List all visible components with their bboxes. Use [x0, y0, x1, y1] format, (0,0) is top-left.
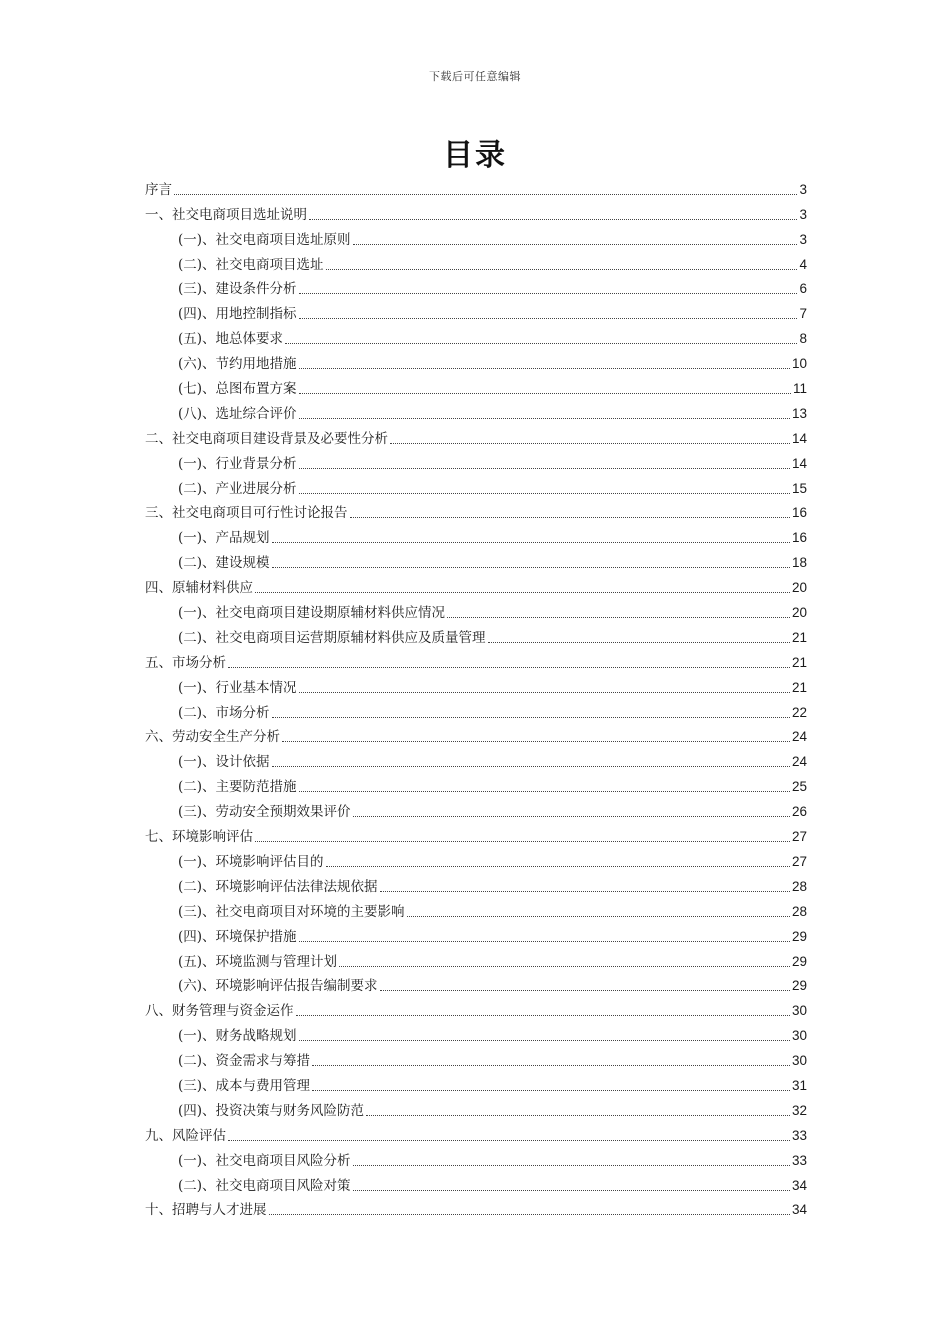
toc-page-number: 10	[791, 356, 807, 372]
toc-entry-label: 八、财务管理与资金运作	[145, 1003, 294, 1020]
toc-page-number: 21	[791, 679, 807, 695]
toc-entry-label: 六、劳动安全生产分析	[145, 729, 280, 746]
toc-dot-leader	[353, 816, 790, 817]
toc-page-number: 34	[791, 1177, 807, 1193]
toc-entry-label: (一)、社交电商项目风险分析	[178, 1152, 351, 1169]
toc-entry-label: 五、市场分析	[145, 654, 226, 671]
toc-entry-label: (五)、环境监测与管理计划	[178, 953, 338, 970]
toc-entry-label: 二、社交电商项目建设背景及必要性分析	[145, 430, 388, 447]
toc-dot-leader	[488, 642, 790, 643]
toc-dot-leader	[228, 1140, 790, 1141]
toc-section-entry[interactable]	[145, 249, 807, 274]
toc-section-entry[interactable]	[145, 971, 807, 996]
toc-section-entry[interactable]	[145, 771, 807, 796]
toc-dot-leader	[326, 866, 790, 867]
toc-dot-leader	[350, 517, 790, 518]
toc-page-number: 16	[791, 530, 807, 546]
toc-section-entry[interactable]	[145, 522, 807, 547]
toc-chapter-entry[interactable]	[145, 647, 807, 672]
toc-dot-leader	[299, 493, 790, 494]
toc-entry-label: (三)、成本与费用管理	[178, 1077, 311, 1094]
toc-dot-leader	[296, 1015, 790, 1016]
toc-dot-leader	[353, 244, 798, 245]
toc-page-number: 16	[791, 505, 807, 521]
toc-dot-leader	[366, 1115, 790, 1116]
toc-page-number: 34	[791, 1202, 807, 1218]
toc-page-number: 14	[791, 430, 807, 446]
page-title: 目录	[443, 138, 507, 173]
toc-page-number: 24	[791, 729, 807, 745]
toc-section-entry[interactable]	[145, 597, 807, 622]
toc-page-number: 33	[791, 1127, 807, 1143]
toc-entry-label: (四)、投资决策与财务风险防范	[178, 1102, 365, 1119]
toc-dot-leader	[255, 841, 790, 842]
toc-entry-label: 七、环境影响评估	[145, 829, 253, 846]
toc-section-entry[interactable]	[145, 921, 807, 946]
toc-page-number: 3	[799, 206, 807, 222]
toc-dot-leader	[299, 941, 790, 942]
toc-entry-label: 序言	[145, 181, 172, 198]
toc-dot-leader	[390, 443, 790, 444]
toc-section-entry[interactable]	[145, 1170, 807, 1195]
toc-entry-label: 一、社交电商项目选址说明	[145, 206, 307, 223]
toc-page-number: 21	[791, 629, 807, 645]
toc-entry-label: (二)、主要防范措施	[178, 779, 297, 796]
toc-entry-label: (八)、选址综合评价	[178, 405, 297, 422]
toc-dot-leader	[299, 393, 791, 394]
toc-page-number: 3	[799, 181, 807, 197]
toc-page-number: 3	[799, 231, 807, 247]
toc-section-entry[interactable]	[145, 547, 807, 572]
toc-entry-label: 十、招聘与人才进展	[145, 1202, 267, 1219]
toc-dot-leader	[174, 194, 797, 195]
toc-dot-leader	[269, 1214, 790, 1215]
toc-section-entry[interactable]	[145, 796, 807, 821]
toc-page-number: 30	[791, 1053, 807, 1069]
toc-entry-label: (二)、产业进展分析	[178, 480, 297, 497]
toc-section-entry[interactable]	[145, 871, 807, 896]
toc-dot-leader	[326, 269, 798, 270]
toc-page-number: 26	[791, 804, 807, 820]
toc-chapter-entry[interactable]	[145, 1120, 807, 1145]
toc-section-entry[interactable]	[145, 946, 807, 971]
toc-dot-leader	[312, 1090, 790, 1091]
toc-dot-leader	[339, 966, 790, 967]
toc-page-number: 20	[791, 605, 807, 621]
toc-chapter-entry[interactable]	[145, 572, 807, 597]
toc-entry-label: (四)、环境保护措施	[178, 928, 297, 945]
toc-dot-leader	[380, 990, 790, 991]
toc-section-entry[interactable]	[145, 1095, 807, 1120]
toc-page-number: 4	[799, 256, 807, 272]
toc-dot-leader	[255, 592, 790, 593]
toc-page-number: 32	[791, 1102, 807, 1118]
toc-section-entry[interactable]	[145, 298, 807, 323]
toc-entry-label: (一)、设计依据	[178, 754, 270, 771]
toc-page-number: 27	[791, 829, 807, 845]
toc-section-entry[interactable]	[145, 224, 807, 249]
toc-dot-leader	[309, 219, 797, 220]
toc-entry-label: (二)、市场分析	[178, 704, 270, 721]
toc-page-number: 21	[791, 654, 807, 670]
toc-entry-label: (一)、环境影响评估目的	[178, 853, 324, 870]
toc-dot-leader	[228, 667, 790, 668]
toc-dot-leader	[272, 717, 790, 718]
toc-section-entry[interactable]	[145, 274, 807, 299]
toc-entry-label: (三)、建设条件分析	[178, 281, 297, 298]
toc-page-number: 29	[791, 978, 807, 994]
toc-page-number: 25	[791, 779, 807, 795]
toc-chapter-entry[interactable]	[145, 821, 807, 846]
toc-entry-label: (六)、节约用地措施	[178, 356, 297, 373]
toc-section-entry[interactable]	[145, 846, 807, 871]
toc-section-entry[interactable]	[145, 746, 807, 771]
toc-dot-leader	[272, 542, 790, 543]
toc-page-number: 14	[791, 455, 807, 471]
toc-section-entry[interactable]	[145, 373, 807, 398]
toc-section-entry[interactable]	[145, 1070, 807, 1095]
toc-entry-label: (五)、地总体要求	[178, 331, 284, 348]
toc-entry-label: (一)、行业基本情况	[178, 679, 297, 696]
toc-page-number: 33	[791, 1152, 807, 1168]
toc-page-number: 24	[791, 754, 807, 770]
toc-dot-leader	[299, 293, 798, 294]
toc-page-number: 18	[791, 555, 807, 571]
toc-section-entry[interactable]	[145, 448, 807, 473]
toc-page-number: 31	[791, 1077, 807, 1093]
toc-entry-label: (三)、劳动安全预期效果评价	[178, 804, 351, 821]
toc-entry-label: 四、原辅材料供应	[145, 580, 253, 597]
toc-dot-leader	[312, 1065, 790, 1066]
toc-page-number: 27	[791, 853, 807, 869]
toc-section-entry[interactable]	[145, 896, 807, 921]
toc-chapter-entry[interactable]	[145, 199, 807, 224]
toc-section-entry[interactable]	[145, 1020, 807, 1045]
toc-dot-leader	[447, 617, 790, 618]
toc-section-entry[interactable]	[145, 697, 807, 722]
toc-chapter-entry[interactable]	[145, 423, 807, 448]
toc-dot-leader	[299, 468, 790, 469]
toc-page-number: 30	[791, 1003, 807, 1019]
toc-dot-leader	[299, 318, 798, 319]
toc-section-entry[interactable]	[145, 348, 807, 373]
toc-entry-label: (二)、资金需求与筹措	[178, 1053, 311, 1070]
toc-entry-label: (三)、社交电商项目对环境的主要影响	[178, 903, 405, 920]
toc-dot-leader	[299, 368, 790, 369]
toc-dot-leader	[353, 1165, 790, 1166]
toc-dot-leader	[272, 766, 790, 767]
toc-entry-label: (七)、总图布置方案	[178, 381, 297, 398]
toc-page-number: 13	[791, 405, 807, 421]
toc-section-entry[interactable]	[145, 1045, 807, 1070]
toc-dot-leader	[272, 567, 790, 568]
toc-dot-leader	[282, 741, 790, 742]
toc-entry-label: (一)、财务战略规划	[178, 1028, 297, 1045]
toc-chapter-entry[interactable]	[145, 1195, 807, 1220]
toc-page-number: 29	[791, 928, 807, 944]
toc-page-number: 29	[791, 953, 807, 969]
toc-entry-label: (四)、用地控制指标	[178, 306, 297, 323]
toc-dot-leader	[299, 692, 790, 693]
toc-entry-label: (一)、行业背景分析	[178, 455, 297, 472]
toc-chapter-entry[interactable]	[145, 498, 807, 523]
toc-section-entry[interactable]	[145, 1145, 807, 1170]
toc-page-number: 28	[791, 878, 807, 894]
toc-entry-label: (二)、环境影响评估法律法规依据	[178, 878, 378, 895]
toc-page-number: 6	[799, 281, 807, 297]
toc-section-entry[interactable]	[145, 473, 807, 498]
toc-entry-label: 三、社交电商项目可行性讨论报告	[145, 505, 348, 522]
toc-page-number: 8	[799, 331, 807, 347]
toc-dot-leader	[299, 418, 790, 419]
toc-dot-leader	[380, 891, 790, 892]
toc-dot-leader	[299, 791, 790, 792]
toc-entry-label: (二)、建设规模	[178, 555, 270, 572]
toc-chapter-entry[interactable]	[145, 174, 807, 199]
toc-page-number: 15	[791, 480, 807, 496]
toc-chapter-entry[interactable]	[145, 995, 807, 1020]
toc-dot-leader	[407, 916, 790, 917]
toc-dot-leader	[285, 343, 797, 344]
toc-page-number: 30	[791, 1028, 807, 1044]
toc-page-number: 22	[791, 704, 807, 720]
table-of-contents	[145, 174, 807, 1219]
toc-chapter-entry[interactable]	[145, 722, 807, 747]
toc-dot-leader	[353, 1190, 790, 1191]
toc-dot-leader	[299, 1040, 790, 1041]
header-note: 下载后可任意编辑	[429, 70, 521, 83]
toc-page-number: 28	[791, 903, 807, 919]
toc-entry-label: (二)、社交电商项目风险对策	[178, 1177, 351, 1194]
toc-page-number: 7	[799, 306, 807, 322]
toc-entry-label: (六)、环境影响评估报告编制要求	[178, 978, 378, 995]
toc-section-entry[interactable]	[145, 323, 807, 348]
toc-section-entry[interactable]	[145, 672, 807, 697]
toc-section-entry[interactable]	[145, 622, 807, 647]
toc-section-entry[interactable]	[145, 398, 807, 423]
toc-entry-label: 九、风险评估	[145, 1127, 226, 1144]
toc-entry-label: (二)、社交电商项目运营期原辅材料供应及质量管理	[178, 629, 486, 646]
toc-entry-label: (一)、社交电商项目建设期原辅材料供应情况	[178, 605, 446, 622]
toc-entry-label: (二)、社交电商项目选址	[178, 256, 324, 273]
toc-entry-label: (一)、产品规划	[178, 530, 270, 547]
toc-page-number: 11	[792, 381, 807, 397]
toc-page-number: 20	[791, 580, 807, 596]
toc-entry-label: (一)、社交电商项目选址原则	[178, 231, 351, 248]
